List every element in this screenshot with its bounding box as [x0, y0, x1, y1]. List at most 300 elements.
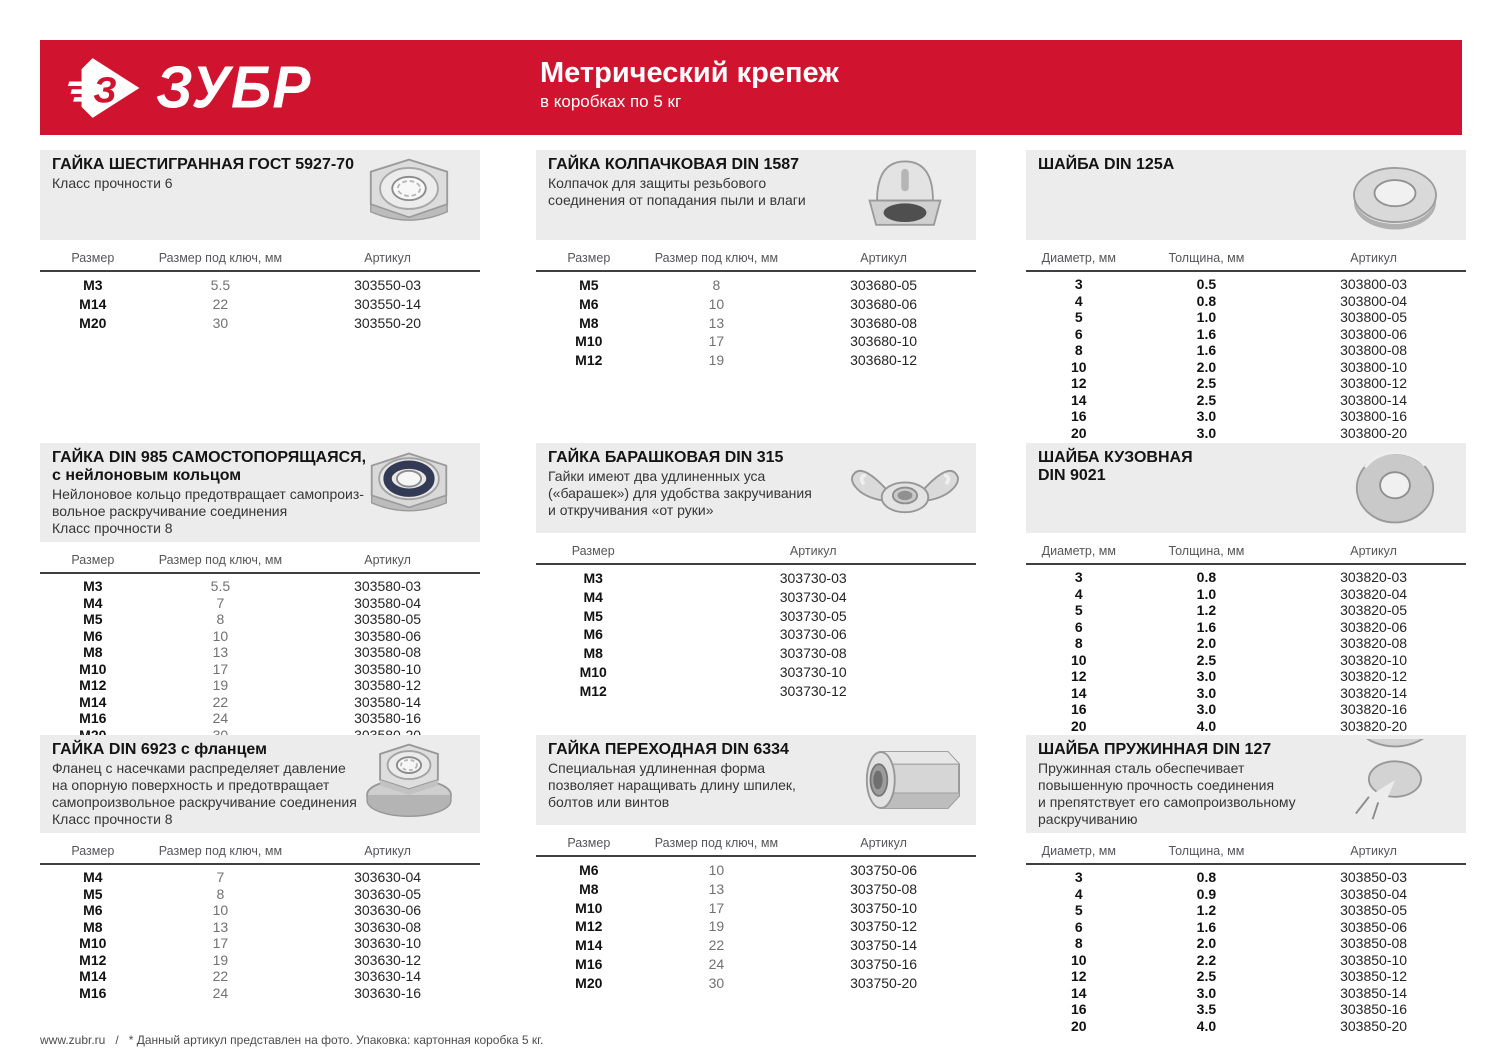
value-cell: 17	[708, 899, 725, 916]
article-cell: 303730-05	[779, 607, 847, 624]
value-cell: 19	[212, 951, 229, 968]
column-header: Толщина, мм	[1132, 250, 1282, 271]
column-header: Размер под ключ, мм	[642, 250, 792, 271]
size-cell: 8	[1074, 635, 1083, 651]
value-cell: 17	[212, 935, 229, 951]
size-cell: M4	[83, 869, 103, 885]
value-cell: 0.9	[1196, 885, 1217, 902]
table-body	[40, 573, 480, 743]
product-title-line: DIN 9021	[1038, 467, 1106, 484]
article-cell: 303820-08	[1340, 635, 1408, 651]
article-cell: 303800-04	[1340, 292, 1408, 309]
size-cell: M8	[83, 918, 103, 935]
size-cell: M6	[579, 295, 599, 312]
size-cell: 16	[1071, 408, 1087, 424]
table-body	[536, 271, 976, 370]
table-row	[40, 611, 480, 628]
product-description	[52, 175, 340, 192]
value-cell: 10	[212, 627, 229, 644]
article-cell: 303800-05	[1340, 309, 1408, 325]
table-body	[40, 271, 480, 332]
table-row	[536, 682, 976, 701]
size-cell: 6	[1074, 918, 1083, 935]
lock-nut-image	[344, 447, 474, 529]
value-cell: 4.0	[1196, 1017, 1217, 1034]
article-cell: 303580-04	[354, 594, 422, 611]
article-cell: 303850-03	[1340, 869, 1408, 885]
column-header: Размер	[536, 835, 642, 856]
article-cell: 303630-14	[354, 968, 422, 984]
table-row	[40, 985, 480, 1002]
table-row	[536, 295, 976, 314]
size-cell: 20	[1071, 717, 1087, 734]
product-description	[548, 175, 836, 209]
size-cell: 8	[1074, 342, 1083, 358]
article-cell: 303850-20	[1340, 1017, 1408, 1034]
article-cell: 303680-05	[850, 277, 918, 293]
value-cell: 3.0	[1196, 424, 1217, 441]
article-cell: 303850-05	[1340, 902, 1408, 918]
value-cell: 10	[708, 862, 725, 878]
table-row	[1026, 408, 1466, 425]
table-row	[1026, 271, 1466, 293]
size-cell: M10	[579, 663, 607, 680]
article-cell: 303580-14	[354, 693, 422, 710]
product-title-line: ШАЙБА DIN 125А	[1038, 156, 1175, 173]
product-description-line: и препятствует его самопроизвольному	[1038, 794, 1296, 810]
size-cell: M14	[79, 968, 107, 984]
size-cell: M12	[575, 352, 603, 369]
size-cell: 5	[1074, 902, 1083, 918]
product-description-line: соединения от попадания пыли и влаги	[548, 192, 806, 208]
product-description-line: вольное раскручивание соединения	[52, 503, 288, 519]
table-row	[40, 902, 480, 919]
product-table	[1026, 543, 1466, 734]
article-cell: 303800-03	[1340, 276, 1408, 292]
size-cell: M14	[79, 295, 107, 312]
value-cell: 19	[708, 352, 725, 369]
table-row	[536, 936, 976, 955]
value-cell: 7	[216, 869, 225, 885]
value-cell: 19	[708, 918, 725, 935]
value-cell: 8	[216, 885, 225, 902]
table-body	[1026, 564, 1466, 734]
product-title-line: ГАЙКА ПЕРЕХОДНАЯ DIN 6334	[548, 741, 789, 758]
product-section	[536, 735, 976, 993]
table-header-row	[1026, 843, 1466, 864]
value-cell: 4.0	[1196, 717, 1217, 734]
value-cell: 2.0	[1196, 635, 1217, 651]
value-cell: 13	[212, 918, 229, 935]
value-cell: 24	[708, 955, 725, 972]
size-cell: M4	[583, 588, 603, 605]
table-row	[1026, 886, 1466, 903]
size-cell: 20	[1071, 424, 1087, 441]
product-description-line: Класс прочности 8	[52, 811, 173, 827]
table-row	[1026, 718, 1466, 735]
column-header: Размер	[40, 250, 146, 271]
column-header: Диаметр, мм	[1026, 843, 1132, 864]
page-title: Метрический крепеж	[540, 57, 839, 89]
article-cell: 303850-06	[1340, 918, 1408, 935]
value-cell: 24	[212, 710, 229, 726]
table-body	[40, 864, 480, 1001]
product-section	[1026, 150, 1466, 441]
value-cell: 3.0	[1196, 701, 1217, 717]
size-cell: 16	[1071, 701, 1087, 717]
article-cell: 303750-12	[850, 918, 918, 935]
product-description-line: Гайки имеют два удлиненных уса	[548, 468, 766, 484]
size-cell: M8	[583, 645, 603, 662]
article-cell: 303800-16	[1340, 408, 1408, 424]
table-row	[536, 974, 976, 993]
article-cell: 303800-10	[1340, 358, 1408, 375]
product-description-line: раскручиванию	[1038, 811, 1138, 827]
column-header: Размер	[40, 843, 146, 864]
article-cell: 303580-05	[354, 611, 422, 627]
column-header: Артикул	[295, 552, 480, 573]
size-cell: 10	[1071, 651, 1087, 668]
article-cell: 303580-06	[354, 627, 422, 644]
value-cell: 2.0	[1196, 358, 1217, 375]
product-title-line: ШАЙБА КУЗОВНАЯ	[1038, 449, 1193, 466]
value-cell: 8	[216, 611, 225, 627]
article-cell: 303580-12	[354, 677, 422, 693]
product-title-line: ГАЙКА КОЛПАЧКОВАЯ DIN 1587	[548, 156, 800, 173]
product-description-line: на опорную поверхность и предотвращает	[52, 777, 330, 793]
table-header-row	[40, 250, 480, 271]
article-cell: 303630-16	[354, 984, 422, 1001]
article-cell: 303750-06	[850, 862, 918, 878]
table-body	[1026, 864, 1466, 1034]
page-footer	[40, 1033, 543, 1047]
table-row	[536, 880, 976, 899]
product-info-panel	[1026, 443, 1466, 533]
table-row	[536, 917, 976, 936]
article-cell: 303820-14	[1340, 684, 1408, 701]
value-cell: 0.8	[1196, 869, 1217, 885]
column-header: Размер под ключ, мм	[642, 835, 792, 856]
table-row	[1026, 635, 1466, 652]
table-row	[1026, 564, 1466, 586]
product-description-line: Специальная удлиненная форма	[548, 760, 765, 776]
table-row	[536, 332, 976, 351]
article-cell: 303750-16	[850, 955, 918, 972]
column-header: Размер под ключ, мм	[146, 250, 296, 271]
table-row	[1026, 668, 1466, 685]
column-header: Размер	[536, 250, 642, 271]
column-header: Артикул	[295, 250, 480, 271]
size-cell: 20	[1071, 1017, 1087, 1034]
size-cell: 12	[1071, 375, 1087, 391]
size-cell: M10	[575, 899, 603, 916]
article-cell: 303750-20	[850, 974, 918, 991]
value-cell: 13	[212, 644, 229, 660]
article-cell: 303820-20	[1340, 717, 1408, 734]
product-title	[1038, 741, 1326, 759]
value-cell: 1.6	[1196, 918, 1217, 935]
table-row	[1026, 685, 1466, 702]
product-title-line: ШАЙБА ПРУЖИННАЯ DIN 127	[1038, 741, 1272, 758]
size-cell: M14	[79, 693, 107, 710]
article-cell: 303750-08	[850, 880, 918, 897]
article-cell: 303820-10	[1340, 651, 1408, 668]
table-row	[40, 952, 480, 969]
size-cell: 10	[1071, 951, 1087, 968]
value-cell: 30	[212, 314, 229, 331]
table-row	[1026, 935, 1466, 952]
table-row	[1026, 619, 1466, 636]
coupling-nut-image	[840, 739, 970, 821]
product-section	[536, 443, 976, 701]
size-cell: 16	[1071, 1001, 1087, 1017]
size-cell: M16	[79, 984, 107, 1001]
table-row	[40, 573, 480, 595]
size-cell: M6	[579, 862, 599, 878]
size-cell: M3	[583, 570, 603, 586]
table-row	[40, 644, 480, 661]
size-cell: M10	[79, 935, 107, 951]
value-cell: 30	[708, 974, 725, 991]
table-row	[40, 661, 480, 678]
size-cell: M5	[83, 611, 103, 627]
product-table	[536, 250, 976, 370]
product-info-panel	[1026, 150, 1466, 240]
product-table	[1026, 843, 1466, 1034]
value-cell: 1.0	[1196, 309, 1217, 325]
table-row	[1026, 586, 1466, 603]
table-row	[1026, 293, 1466, 310]
product-title	[1038, 156, 1326, 174]
article-cell: 303750-10	[850, 899, 918, 916]
article-cell: 303800-14	[1340, 391, 1408, 408]
product-description-line: позволяет наращивать длину шпилек,	[548, 777, 796, 793]
article-cell: 303630-12	[354, 951, 422, 968]
table-row	[40, 710, 480, 727]
product-title	[548, 449, 836, 467]
column-header: Толщина, мм	[1132, 843, 1282, 864]
website-link[interactable]: www.zubr.ru	[40, 1033, 106, 1047]
product-table	[1026, 250, 1466, 441]
size-cell: M14	[575, 937, 603, 954]
product-table	[40, 552, 480, 743]
product-description-line: («барашек») для удобства закручивания	[548, 485, 812, 501]
value-cell: 1.6	[1196, 325, 1217, 342]
article-cell: 303820-06	[1340, 618, 1408, 635]
table-row	[1026, 602, 1466, 619]
table-row	[40, 935, 480, 952]
article-cell: 303820-16	[1340, 701, 1408, 717]
size-cell: 3	[1074, 276, 1083, 292]
wing-nut-image	[840, 447, 970, 529]
table-header-row	[536, 835, 976, 856]
size-cell: M10	[79, 660, 107, 677]
value-cell: 24	[212, 984, 229, 1001]
table-row	[1026, 1018, 1466, 1035]
product-info-panel	[1026, 735, 1466, 833]
size-cell: M10	[575, 333, 603, 350]
value-cell: 1.0	[1196, 585, 1217, 602]
article-cell: 303850-16	[1340, 1001, 1408, 1017]
table-row	[1026, 425, 1466, 442]
table-body	[536, 564, 976, 701]
size-cell: 10	[1071, 358, 1087, 375]
table-row	[536, 564, 976, 588]
table-row	[1026, 342, 1466, 359]
value-cell: 3.0	[1196, 668, 1217, 684]
column-header: Артикул	[791, 250, 976, 271]
product-title	[52, 741, 340, 759]
table-row	[40, 271, 480, 295]
article-cell: 303730-08	[779, 645, 847, 662]
value-cell: 5.5	[210, 578, 231, 594]
flange-nut-image	[344, 739, 474, 821]
product-info-panel	[536, 735, 976, 825]
table-row	[40, 314, 480, 333]
article-cell: 303580-08	[354, 644, 422, 660]
product-title	[548, 741, 836, 759]
product-info-panel	[40, 443, 480, 542]
column-header: Артикул	[1281, 250, 1466, 271]
article-cell: 303850-04	[1340, 885, 1408, 902]
product-table	[40, 250, 480, 332]
table-row	[536, 644, 976, 663]
value-cell: 3.0	[1196, 984, 1217, 1001]
article-cell: 303680-12	[850, 352, 918, 369]
table-row	[40, 864, 480, 886]
table-header-row	[1026, 543, 1466, 564]
table-row	[1026, 392, 1466, 409]
footer-note: * Данный артикул представлен на фото. Упаковка: картонная коробка 5 кг.	[128, 1033, 544, 1047]
table-row	[1026, 952, 1466, 969]
table-header-row	[40, 552, 480, 573]
article-cell: 303820-04	[1340, 585, 1408, 602]
hex-nut-image	[344, 154, 474, 236]
product-title-line: с нейлоновым кольцом	[52, 467, 242, 484]
product-title-line: ГАЙКА DIN 6923 с фланцем	[52, 741, 267, 758]
table-body	[1026, 271, 1466, 441]
table-row	[1026, 359, 1466, 376]
value-cell: 7	[216, 594, 225, 611]
table-row	[1026, 919, 1466, 936]
column-header: Артикул	[650, 543, 976, 564]
table-row	[40, 295, 480, 314]
article-cell: 303580-03	[354, 578, 422, 594]
product-title-line: ГАЙКА БАРАШКОВАЯ DIN 315	[548, 449, 784, 466]
table-row	[1026, 652, 1466, 669]
product-table	[536, 835, 976, 993]
article-cell: 303550-14	[354, 295, 422, 312]
column-header: Артикул	[791, 835, 976, 856]
size-cell: 6	[1074, 618, 1083, 635]
product-description-line: самопроизвольное раскручивание соединения	[52, 794, 357, 810]
value-cell: 2.5	[1196, 391, 1217, 408]
article-cell: 303820-05	[1340, 602, 1408, 618]
article-cell: 303850-08	[1340, 935, 1408, 951]
table-row	[1026, 1001, 1466, 1018]
product-info-panel	[40, 150, 480, 240]
product-section	[40, 443, 480, 743]
product-description-line: Нейлоновое кольцо предотвращает самопроиз-	[52, 486, 364, 502]
value-cell: 2.5	[1196, 651, 1217, 668]
size-cell: 8	[1074, 935, 1083, 951]
table-row	[40, 968, 480, 985]
product-info-panel	[536, 150, 976, 240]
article-cell: 303630-06	[354, 902, 422, 918]
value-cell: 1.2	[1196, 602, 1217, 618]
table-row	[40, 677, 480, 694]
table-row	[536, 899, 976, 918]
article-cell: 303630-10	[354, 935, 422, 951]
table-row	[40, 628, 480, 645]
product-title	[548, 156, 836, 174]
spring-washer-image	[1330, 739, 1460, 821]
product-description-line: и откручивания «от руки»	[548, 502, 714, 518]
product-info-panel	[40, 735, 480, 833]
size-cell: M8	[579, 314, 599, 331]
size-cell: M3	[83, 578, 103, 594]
value-cell: 10	[708, 295, 725, 312]
product-description	[52, 486, 364, 537]
size-cell: 3	[1074, 569, 1083, 585]
article-cell: 303550-20	[354, 314, 422, 331]
product-section	[40, 150, 480, 332]
value-cell: 3.0	[1196, 684, 1217, 701]
table-row	[536, 856, 976, 880]
table-row	[536, 607, 976, 626]
size-cell: M12	[79, 677, 107, 693]
product-section	[536, 150, 976, 370]
table-row	[536, 351, 976, 370]
value-cell: 13	[708, 314, 725, 331]
product-description-line: болтов или винтов	[548, 794, 670, 810]
table-header-row	[536, 250, 976, 271]
value-cell: 17	[708, 333, 725, 350]
table-row	[1026, 701, 1466, 718]
column-header: Диаметр, мм	[1026, 543, 1132, 564]
value-cell: 8	[712, 277, 721, 293]
size-cell: M20	[79, 314, 107, 331]
article-cell: 303680-10	[850, 333, 918, 350]
size-cell: M5	[579, 277, 599, 293]
size-cell: 14	[1071, 684, 1087, 701]
article-cell: 303850-10	[1340, 951, 1408, 968]
fender-washer-image	[1330, 447, 1460, 529]
size-cell: M6	[83, 902, 103, 918]
value-cell: 19	[212, 677, 229, 693]
value-cell: 1.6	[1196, 618, 1217, 635]
column-header: Артикул	[295, 843, 480, 864]
size-cell: 6	[1074, 325, 1083, 342]
article-cell: 303800-08	[1340, 342, 1408, 358]
table-row	[1026, 326, 1466, 343]
table-row	[1026, 902, 1466, 919]
size-cell: M6	[583, 626, 603, 643]
size-cell: M6	[83, 627, 103, 644]
article-cell: 303850-12	[1340, 968, 1408, 984]
value-cell: 5.5	[210, 277, 231, 293]
product-description-line: Фланец с насечками распределяет давление	[52, 760, 346, 776]
column-header: Артикул	[1281, 843, 1466, 864]
value-cell: 1.6	[1196, 342, 1217, 358]
article-cell: 303820-03	[1340, 569, 1408, 585]
value-cell: 22	[212, 295, 229, 312]
product-description-line: Пружинная сталь обеспечивает	[1038, 760, 1245, 776]
product-section	[1026, 443, 1466, 734]
product-description-line: повышенную прочность соединения	[1038, 777, 1275, 793]
page-subtitle: в коробках по 5 кг	[540, 92, 682, 112]
table-header-row	[536, 543, 976, 564]
